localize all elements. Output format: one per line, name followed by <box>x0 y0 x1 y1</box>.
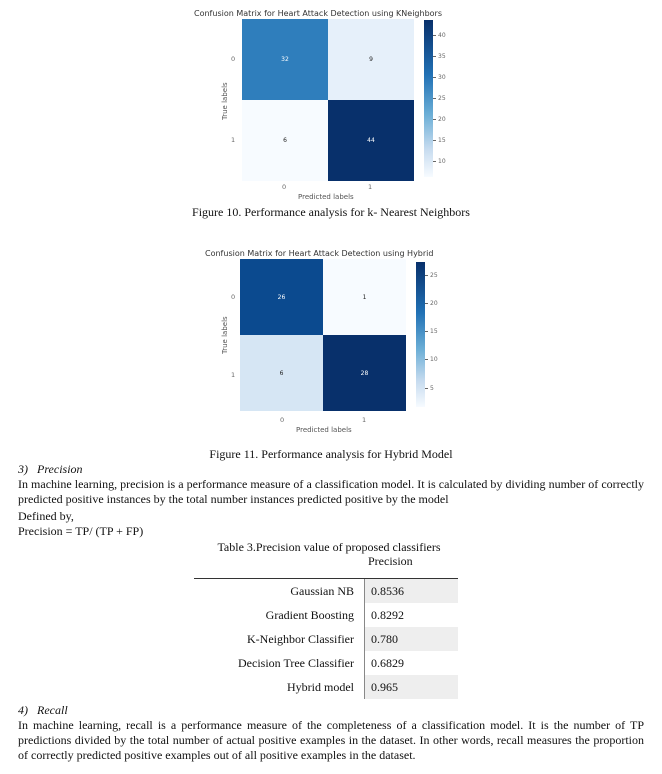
figure-11-cell-tn: 26 <box>240 259 323 335</box>
figure-11-colorbar-tick: 20 <box>425 300 438 307</box>
recall-heading: 4) Recall <box>18 703 68 717</box>
recall-paragraph: In machine learning, recall is a performance measure of the completeness of a classification model. It is the number of TP predictions divided by the total number of actual positive examples in the dataset. In other words, recall measures the proportion of correctly predicted positive examples out of all positive examples in the dataset. <box>18 718 644 762</box>
figure-11-col-tick-0: 0 <box>280 416 285 424</box>
table-row-value: 0.780 <box>364 627 458 651</box>
figure-10-colorbar-tick: 35 <box>433 53 446 60</box>
figure-10-colorbar-tick: 30 <box>433 74 446 81</box>
figure-10-cell-fn: 6 <box>242 100 328 181</box>
table-row-value: 0.6829 <box>364 651 458 675</box>
table-row-name: Decision Tree Classifier <box>238 656 354 670</box>
figure-11-colorbar-tick: 5 <box>425 385 434 392</box>
figure-11-row-tick-0: 0 <box>231 293 236 301</box>
figure-10-colorbar-tick: 40 <box>433 32 446 39</box>
figure-10-cell-fp: 9 <box>328 19 414 100</box>
precision-heading: 3) Precision <box>18 462 83 476</box>
precision-formula: Precision = TP/ (TP + FP) <box>18 524 144 538</box>
precision-paragraph: In machine learning, precision is a performance measure of a classification model. It is calculated by dividing number of correctly predicted positive instances by the total number instances predicted positive by the model <box>18 477 644 506</box>
figure-11-colorbar-tick: 25 <box>425 272 438 279</box>
figure-11-colorbar <box>416 262 425 407</box>
figure-11-row-tick-1: 1 <box>231 371 236 379</box>
figure-11-xlabel: Predicted labels <box>296 426 352 434</box>
figure-10-colorbar-tick: 25 <box>433 95 446 102</box>
figure-11-matrix <box>240 259 406 411</box>
figure-10-cell-tp: 44 <box>328 100 414 181</box>
figure-10-colorbar-tick: 20 <box>433 116 446 123</box>
table-row-name: Hybrid model <box>287 680 354 694</box>
figure-11-col-tick-1: 1 <box>362 416 367 424</box>
figure-11-cell-tp: 28 <box>323 335 406 411</box>
table-row <box>194 603 458 627</box>
figure-10-ylabel: True labels <box>221 82 229 120</box>
figure-10-colorbar-tick: 15 <box>433 137 446 144</box>
figure-10-row-tick-1: 1 <box>231 136 236 144</box>
table-row <box>194 627 458 651</box>
table-row-name: Gaussian NB <box>290 584 354 598</box>
figure-11-cell-fp: 1 <box>323 259 406 335</box>
figure-10-title: Confusion Matrix for Heart Attack Detection using KNeighbors <box>194 9 443 18</box>
figure-10-cell-tn: 32 <box>242 19 328 100</box>
figure-11-cell-fn: 6 <box>240 335 323 411</box>
figure-11-caption: Figure 11. Performance analysis for Hybrid Model <box>209 447 453 461</box>
table-row <box>194 651 458 675</box>
figure-11-title: Confusion Matrix for Heart Attack Detection using Hybrid <box>205 249 434 258</box>
table-row-name: K-Neighbor Classifier <box>247 632 354 646</box>
figure-10-col-tick-1: 1 <box>368 183 373 191</box>
table-3-header-precision: Precision <box>368 554 413 568</box>
table-row-name: Gradient Boosting <box>265 608 354 622</box>
figure-10-caption: Figure 10. Performance analysis for k- Nearest Neighbors <box>192 205 470 219</box>
figure-10-colorbar-tick: 10 <box>433 158 446 165</box>
figure-10-matrix <box>242 19 414 181</box>
table-row-value: 0.965 <box>364 675 458 699</box>
table-row-value: 0.8536 <box>364 579 458 603</box>
figure-10-col-tick-0: 0 <box>282 183 287 191</box>
table-row <box>194 579 458 603</box>
precision-defined-by: Defined by, <box>18 509 74 523</box>
figure-10-xlabel: Predicted labels <box>298 193 354 201</box>
figure-11-colorbar-tick: 15 <box>425 328 438 335</box>
figure-10-row-tick-0: 0 <box>231 55 236 63</box>
table-row-value: 0.8292 <box>364 603 458 627</box>
figure-11-ylabel: True labels <box>221 316 229 354</box>
table-row <box>194 675 458 699</box>
figure-10-colorbar <box>424 20 433 177</box>
table-3-caption: Table 3.Precision value of proposed classifiers <box>217 540 441 554</box>
figure-11-colorbar-tick: 10 <box>425 356 438 363</box>
